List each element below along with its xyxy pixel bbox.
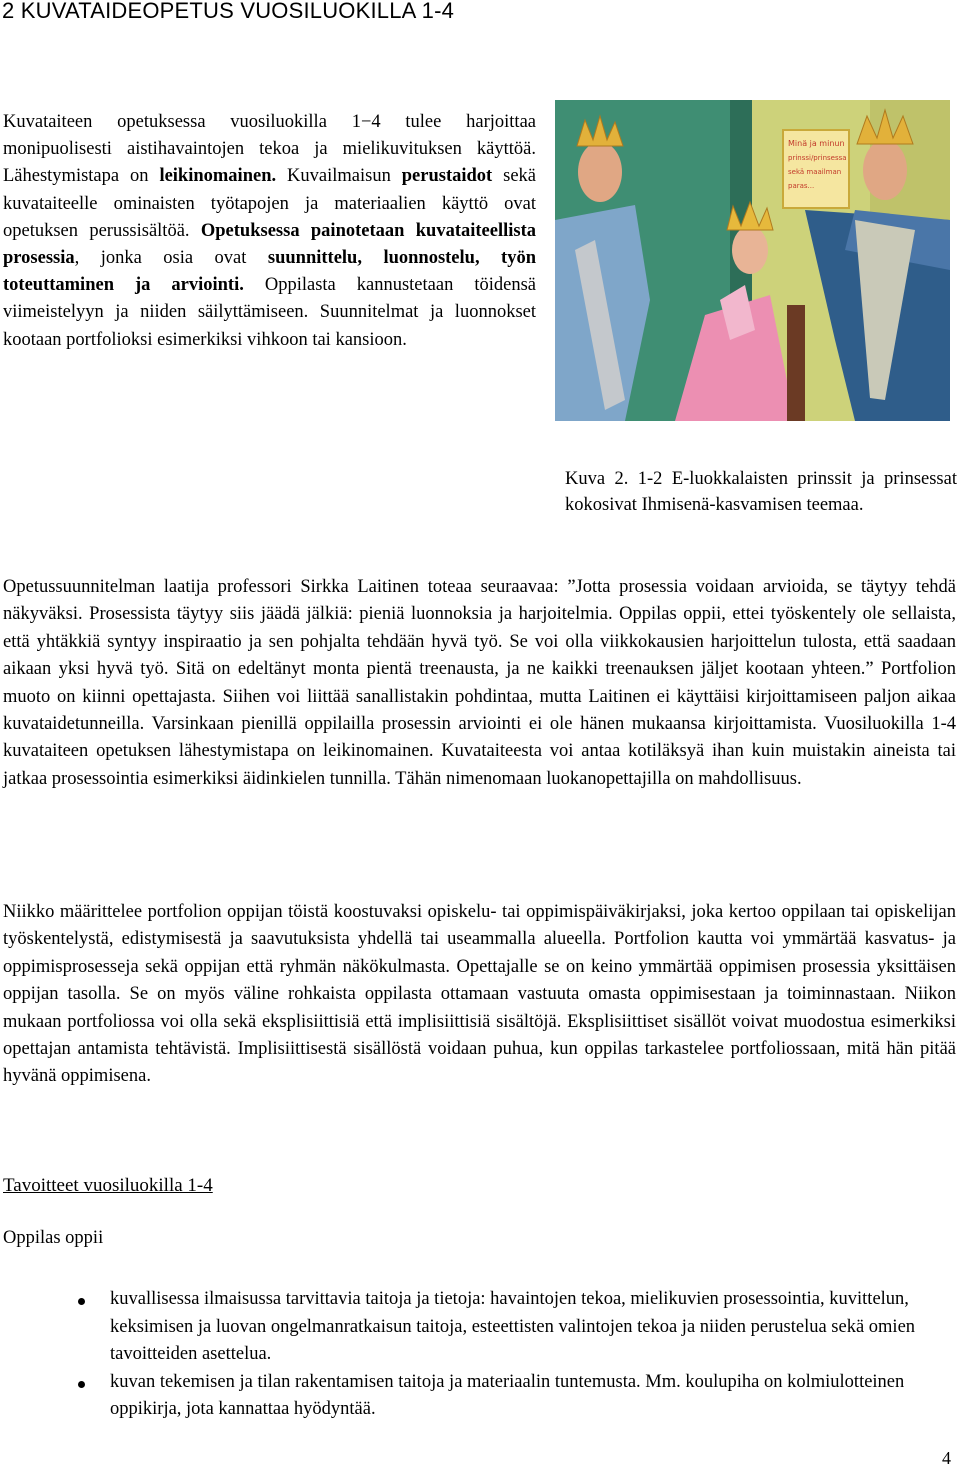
children-artwork-photo [555,100,950,421]
intro-bold-4: suunnittelu, luonnostelu, työn toteuttaminen ja arviointi. [3,248,536,296]
intro-bold-1: leikinomainen. [159,166,277,187]
intro-text-1: Kuvataiteen opetuksessa vuosiluokilla 1−4 tulee harjoittaa monipuolisesti aistihavaintojen tekoa ja mielikuvituksen käyttöä. Lähestymistapa on [3,112,536,187]
board-line-4: paras... [788,182,815,190]
section-heading: 2 KUVATAIDEOPETUS VUOSILUOKILLA 1-4 [2,0,455,23]
bullet-icon [78,1298,85,1305]
intro-text-3: sekä kuvataiteelle ominaisten työtapojen ja materiaalien käyttö ovat opetuksen perussisältöä. [3,166,536,241]
list-item [78,1286,958,1369]
intro-paragraph [3,109,536,354]
board-sign [783,130,849,208]
board-line-1: Minä ja minun [788,139,845,148]
photo-illustration [555,100,950,421]
intro-bold-3: Opetuksessa painotetaan kuvataiteellista prosessia [3,220,537,269]
intro-text-5: Oppilasta kannustetaan töidensä viimeistelyyn ja niiden säilyttämiseen. Suunnitelmat ja luonnokset kootaan portfolioksi esimerkiksi vihkoon tai kansioon. [3,275,536,350]
intro-bold-2: perustaidot [401,166,493,187]
goal-text: kuvan tekemisen ja tilan rakentamisen taitoja ja materiaalin tuntemusta. Mm. koulupiha on kolmiulotteinen oppikirja, jota kannattaa hyödyntää. [110,1371,905,1420]
goals-section-title: Tavoitteet vuosiluokilla 1-4 [3,1175,213,1196]
figure-caption: Kuva 2. 1-2 E-luokkalaisten prinssit ja prinsessat kokosivat Ihmisenä-kasvamisen teemaa. [565,469,957,515]
board-line-3: sekä maailman [788,168,842,176]
goal-text: kuvallisessa ilmaisussa tarvittavia taitoja ja tietoja: havaintojen tekoa, mielikuvien prosessointia, kuvittelun, keksimisen ja luovan ongelmanratkaisun taitoja, esteettisten valintojen tekoa ja niiden perustelua sekä omien tavoitteiden asettelua. [110,1289,916,1365]
goals-list [78,1286,958,1424]
board-line-2: prinssi/prinsessa [788,154,847,162]
intro-text-4: , jonka osia ovat [74,248,268,269]
body-paragraph-2: Niikko määrittelee portfolion oppijan töistä koostuvaksi opiskelu- tai oppimispäiväkirjaksi, joka kertoo oppilaan tai opiskelijan työskentelystä, edistymisestä ja saavutuksista yhdellä tai useammalla alueella. Portfolion kautta voi ymmärtää kasvatus- ja oppimisprosesseja sekä oppijan että ryhmän näkökulmasta. Opettajalle se on keino ymmärtää oppimisen prosessia yksittäisen oppijan tasolla. Se on myös väline rohkaista oppilasta ottamaan vastuuta omasta oppimisestaan ja toiminnastaan. Niikon mukaan portfoliossa voi olla sekä eksplisiittisiä että implisiittisiä sisältöjä. Eksplisiittiset sisällöt voivat muodostua esimerkiksi opettajan antamista tehtävistä. Implisiittisestä sisällöstä voidaan puhua, kun oppilas tarkastelee portfoliossaan, mitä hän pitää hyvänä oppimisena. [3,902,956,1087]
body-paragraph-1: Opetussuunnitelman laatija professori Sirkka Laitinen toteaa seuraavaa: ”Jotta prosessia voidaan arvioida, se täytyy tehdä näkyväksi. Prosessista täytyy siis jäädä jälkiä: pieniä luonnoksia ja harjoitelmia. Oppilas oppii, ettei työskentely ole sellaista, että yhtäkkiä syntyy inspiraatio ja sen pohjalta tehdään hyvä työ. Se voi olla viikkokausien harjoittelun tulosta, että saadaan aikaan yksi hyvä työ. Sitä on edeltänyt monta pientä treenausta, ja ne kaikki treenauksen jäljet kootaan yhteen.” Portfolion muoto on kiinni opettajasta. Siihen voi liittää sanallistakin pohdintaa, mutta Laitinen ei käyttäisi kirjoittamiseen paljon aikaa kuvataidetunneilla. Varsinkaan pienillä oppilailla prosessin arviointi ei ole hänen mukaansa kirjoittamista. Vuosiluokilla 1-4 kuvataiteen opetuksen lähestymistapa on leikinomainen. Kuvataiteesta voi antaa kotiläksyä ihan kuin muistakin aineista tai jatkaa prosessointia esimerkiksi äidinkielen tunnilla. Tähän nimenomaan luokanopettajilla on mahdollisuus. [3,577,956,789]
goals-subheading: Oppilas oppii [3,1228,104,1248]
page-number: 4 [942,1448,951,1468]
intro-text-2: Kuvailmaisun [276,166,402,187]
bullet-icon [78,1381,85,1388]
list-item [78,1369,958,1424]
